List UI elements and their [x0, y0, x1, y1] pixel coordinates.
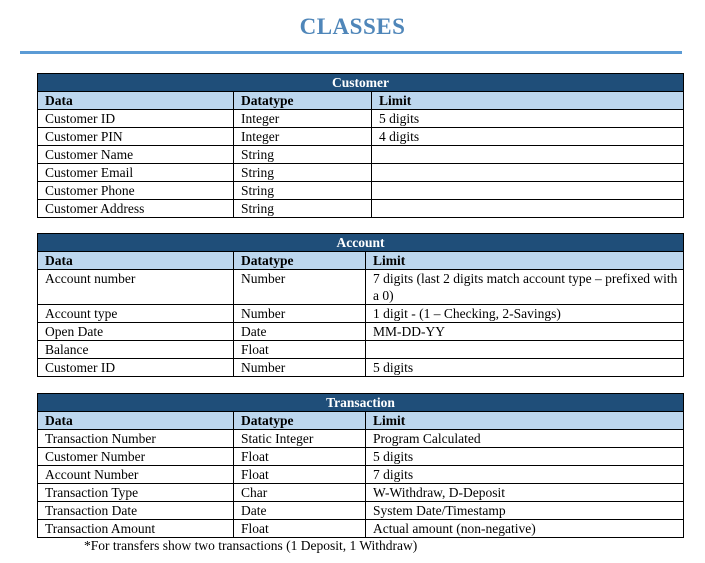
data-cell: Customer ID: [38, 110, 234, 128]
column-header-data: Data: [38, 412, 234, 430]
table-row: [38, 164, 684, 182]
datatype-cell: String: [234, 200, 372, 218]
column-header-limit: Limit: [366, 412, 684, 430]
table-row: [38, 430, 684, 448]
table-row: [38, 484, 684, 502]
limit-cell: [372, 182, 684, 200]
datatype-cell: Float: [234, 466, 366, 484]
data-cell: Transaction Amount: [38, 520, 234, 538]
column-header-datatype: Datatype: [234, 412, 366, 430]
limit-cell: 5 digits: [366, 448, 684, 466]
data-cell: Transaction Number: [38, 430, 234, 448]
data-cell: Customer Phone: [38, 182, 234, 200]
datatype-cell: Number: [234, 270, 366, 305]
column-header-limit: Limit: [366, 252, 684, 270]
limit-cell: [372, 146, 684, 164]
datatype-cell: String: [234, 182, 372, 200]
datatype-cell: String: [234, 164, 372, 182]
datatype-cell: Float: [234, 520, 366, 538]
limit-cell: [372, 200, 684, 218]
datatype-cell: Static Integer: [234, 430, 366, 448]
title-underline: [20, 51, 682, 54]
datatype-cell: String: [234, 146, 372, 164]
column-header-data: Data: [38, 252, 234, 270]
limit-cell: System Date/Timestamp: [366, 502, 684, 520]
datatype-cell: Integer: [234, 110, 372, 128]
data-cell: Account number: [38, 270, 234, 305]
table-row: [38, 270, 684, 305]
transaction-table-caption: Transaction: [38, 394, 684, 412]
column-header-limit: Limit: [372, 92, 684, 110]
data-cell: Transaction Date: [38, 502, 234, 520]
data-cell: Transaction Type: [38, 484, 234, 502]
data-cell: Customer Address: [38, 200, 234, 218]
limit-cell: 4 digits: [372, 128, 684, 146]
transaction-rows: [38, 430, 684, 538]
datatype-cell: Number: [234, 305, 366, 323]
datatype-cell: Float: [234, 341, 366, 359]
account-table: [37, 233, 684, 377]
table-row: [38, 110, 684, 128]
limit-cell: Program Calculated: [366, 430, 684, 448]
table-row: [38, 502, 684, 520]
datatype-cell: Float: [234, 448, 366, 466]
page-title: CLASSES: [299, 14, 406, 39]
column-header-data: Data: [38, 92, 234, 110]
table-row: [38, 341, 684, 359]
limit-cell: Actual amount (non-negative): [366, 520, 684, 538]
transfer-footnote: *For transfers show two transactions (1 Deposit, 1 Withdraw): [84, 538, 418, 553]
data-cell: Customer ID: [38, 359, 234, 377]
table-row: [38, 359, 684, 377]
table-row: [38, 305, 684, 323]
limit-cell: 5 digits: [372, 110, 684, 128]
table-row: [38, 146, 684, 164]
limit-cell: 7 digits (last 2 digits match account type – prefixed with a 0): [366, 270, 684, 305]
customer-rows: [38, 110, 684, 218]
datatype-cell: Date: [234, 323, 366, 341]
datatype-cell: Integer: [234, 128, 372, 146]
datatype-cell: Char: [234, 484, 366, 502]
data-cell: Customer Name: [38, 146, 234, 164]
column-header-datatype: Datatype: [234, 92, 372, 110]
data-cell: Open Date: [38, 323, 234, 341]
customer-table: [37, 73, 684, 218]
data-cell: Account Number: [38, 466, 234, 484]
limit-cell: 7 digits: [366, 466, 684, 484]
datatype-cell: Number: [234, 359, 366, 377]
data-cell: Customer Email: [38, 164, 234, 182]
data-cell: Account type: [38, 305, 234, 323]
data-cell: Balance: [38, 341, 234, 359]
table-row: [38, 466, 684, 484]
column-header-datatype: Datatype: [234, 252, 366, 270]
table-row: [38, 128, 684, 146]
table-row: [38, 323, 684, 341]
account-table-caption: Account: [38, 234, 684, 252]
limit-cell: W-Withdraw, D-Deposit: [366, 484, 684, 502]
limit-cell: MM-DD-YY: [366, 323, 684, 341]
customer-table-caption: Customer: [38, 74, 684, 92]
table-row: [38, 520, 684, 538]
limit-cell: 5 digits: [366, 359, 684, 377]
limit-cell: [366, 341, 684, 359]
table-row: [38, 448, 684, 466]
table-row: [38, 200, 684, 218]
datatype-cell: Date: [234, 502, 366, 520]
transaction-table: [37, 393, 684, 538]
limit-cell: 1 digit - (1 – Checking, 2-Savings): [366, 305, 684, 323]
account-rows: [38, 270, 684, 377]
data-cell: Customer Number: [38, 448, 234, 466]
limit-cell: [372, 164, 684, 182]
data-cell: Customer PIN: [38, 128, 234, 146]
table-row: [38, 182, 684, 200]
